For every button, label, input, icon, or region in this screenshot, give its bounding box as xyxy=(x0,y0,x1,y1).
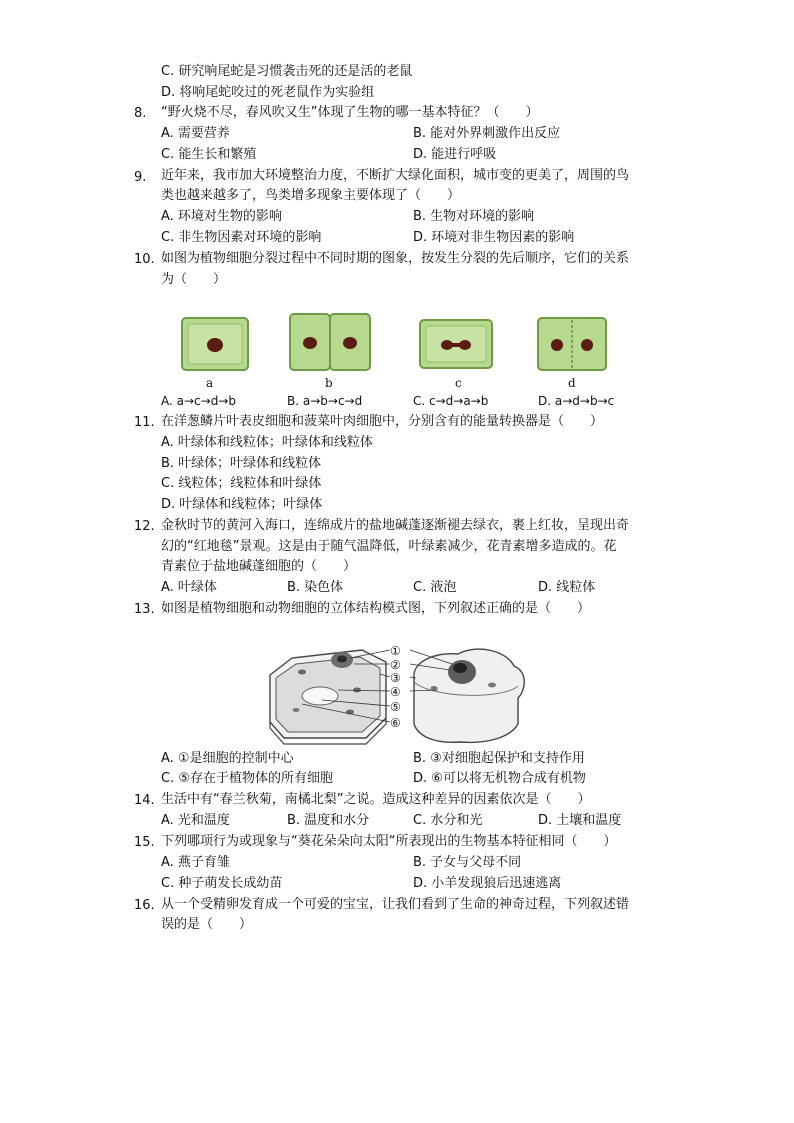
q12-number: 12. xyxy=(134,519,155,534)
q16-stem-line-2: 误的是（ ） xyxy=(161,917,253,932)
q11-option-a: A. 叶绿体和线粒体；叶绿体和线粒体 xyxy=(161,435,373,450)
q9-option-b: B. 生物对环境的影响 xyxy=(413,209,535,224)
q10-stem-line-2: 为（ ） xyxy=(161,272,227,287)
q13-option-a: A. ①是细胞的控制中心 xyxy=(161,751,294,766)
q11-option-b: B. 叶绿体；叶绿体和线粒体 xyxy=(161,456,322,471)
q8-number: 8. xyxy=(134,106,147,121)
cell-c-label: c xyxy=(455,376,462,390)
q15-option-d: D. 小羊发现狼后迅速逃离 xyxy=(413,876,562,891)
q11-stem: 在洋葱鳞片叶表皮细胞和菠菜叶肉细胞中，分别含有的能量转换器是（ ） xyxy=(161,414,604,429)
q12-option-b: B. 染色体 xyxy=(287,580,344,595)
cell-d xyxy=(538,318,606,370)
q7-option-c: C. 研究响尾蛇是习惯袭击死的还是活的老鼠 xyxy=(161,64,413,79)
q11-option-c: C. 线粒体；线粒体和叶绿体 xyxy=(161,476,322,491)
q15-stem: 下列哪项行为或现象与“葵花朵朵向太阳“所表现出的生物基本特征相同（ ） xyxy=(161,834,617,849)
q12-stem-line-2: 幻的“红地毯”景观。这是由于随气温降低，叶绿素减少，花青素增多造成的。花 xyxy=(161,539,617,554)
q11-number: 11. xyxy=(134,415,155,430)
q10-option-b: B. a→b→c→d xyxy=(287,394,363,408)
q8-option-d: D. 能进行呼吸 xyxy=(413,147,497,162)
q10-option-a: A. a→c→d→b xyxy=(161,394,236,408)
figure-label-2: ② xyxy=(390,658,401,672)
q14-option-b: B. 温度和水分 xyxy=(287,813,370,828)
q14-stem: 生活中有“春兰秋菊，南橘北梨”之说。造成这种差异的因素依次是（ ） xyxy=(161,792,591,807)
q15-option-c: C. 种子萌发长成幼苗 xyxy=(161,876,283,891)
figure-label-5: ⑤ xyxy=(390,700,401,714)
q13-option-b: B. ③对细胞起保护和支持作用 xyxy=(413,751,585,766)
q12-stem-line-1: 金秋时节的黄河入海口，连绵成片的盐地碱蓬逐渐褪去绿衣，裹上红妆，呈现出奇 xyxy=(161,518,630,533)
q10-stem-line-1: 如图为植物细胞分裂过程中不同时期的图象，按发生分裂的先后顺序，它们的关系 xyxy=(161,251,630,266)
q9-number: 9. xyxy=(134,170,147,185)
cell-b xyxy=(290,314,370,370)
q9-stem-line-2: 类也越来越多了，鸟类增多现象主要体现了（ ） xyxy=(161,188,461,203)
q8-option-b: B. 能对外界刺激作出反应 xyxy=(413,126,561,141)
q9-option-a: A. 环境对生物的影响 xyxy=(161,209,282,224)
q7-option-d: D. 将响尾蛇咬过的死老鼠作为实验组 xyxy=(161,85,375,100)
q16-stem-line-1: 从一个受精卵发育成一个可爱的宝宝，让我们看到了生命的神奇过程，下列叙述错 xyxy=(161,897,630,912)
q14-option-c: C. 水分和光 xyxy=(413,813,483,828)
q14-option-d: D. 土壤和温度 xyxy=(538,813,622,828)
q12-option-d: D. 线粒体 xyxy=(538,580,596,595)
q15-option-a: A. 燕子育雏 xyxy=(161,855,230,870)
q10-option-d: D. a→d→b→c xyxy=(538,394,615,408)
q9-option-d: D. 环境对非生物因素的影响 xyxy=(413,230,575,245)
figure-label-1: ① xyxy=(390,644,401,658)
q14-number: 14. xyxy=(134,793,155,808)
figure-label-4: ④ xyxy=(390,685,401,699)
figure-label-3: ③ xyxy=(390,671,401,685)
q16-number: 16. xyxy=(134,898,155,913)
q8-option-c: C. 能生长和繁殖 xyxy=(161,147,257,162)
cell-a xyxy=(182,318,248,370)
cell-division-figure xyxy=(160,305,640,375)
q11-option-d: D. 叶绿体和线粒体；叶绿体 xyxy=(161,497,323,512)
cell-d-label: d xyxy=(568,376,576,390)
q12-option-c: C. 液泡 xyxy=(413,580,457,595)
q10-number: 10. xyxy=(134,252,155,267)
q13-number: 13. xyxy=(134,602,155,617)
q8-stem: “野火烧不尽，春风吹又生”体现了生物的哪一基本特征？（ ） xyxy=(161,105,539,120)
q9-option-c: C. 非生物因素对环境的影响 xyxy=(161,230,322,245)
q14-option-a: A. 光和温度 xyxy=(161,813,230,828)
cell-a-label: a xyxy=(206,376,214,390)
q15-option-b: B. 子女与父母不同 xyxy=(413,855,522,870)
cell-c xyxy=(420,320,492,368)
q13-stem: 如图是植物细胞和动物细胞的立体结构模式图，下列叙述正确的是（ ） xyxy=(161,601,591,616)
figure-label-6: ⑥ xyxy=(390,716,401,730)
q12-option-a: A. 叶绿体 xyxy=(161,580,217,595)
cell-b-label: b xyxy=(325,376,333,390)
q12-stem-line-3: 青素位于盐地碱蓬细胞的（ ） xyxy=(161,559,357,574)
q13-option-c: C. ⑤存在于植物体的所有细胞 xyxy=(161,771,333,786)
q9-stem-line-1: 近年来，我市加大环境整治力度，不断扩大绿化面积，城市变的更美了，周围的鸟 xyxy=(161,168,630,183)
animal-cell xyxy=(414,649,524,742)
q8-option-a: A. 需要营养 xyxy=(161,126,230,141)
q13-option-d: D. ⑥可以将无机物合成有机物 xyxy=(413,771,586,786)
q15-number: 15. xyxy=(134,835,155,850)
q10-option-c: C. c→d→a→b xyxy=(413,394,489,408)
